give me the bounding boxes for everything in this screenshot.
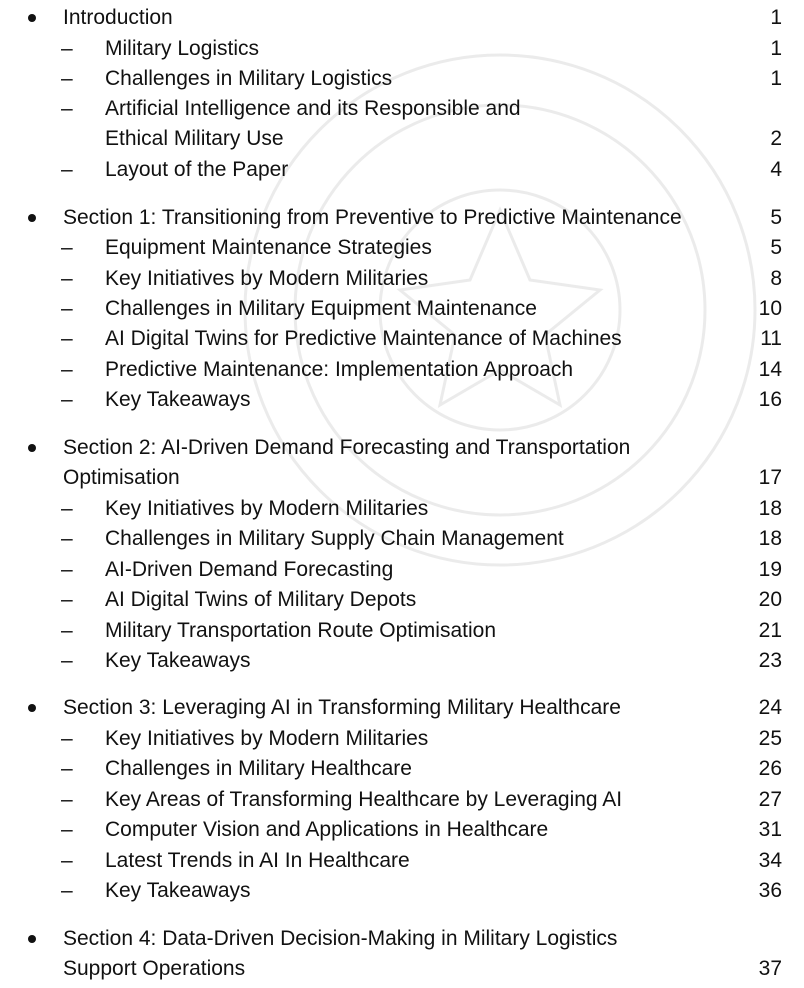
- toc-subsection-entry[interactable]: [0, 264, 804, 294]
- subsection-title: Key Takeaways: [105, 879, 251, 902]
- toc-subsection-entry[interactable]: [0, 524, 804, 554]
- toc-section-entry[interactable]: [0, 924, 804, 954]
- subsection-title: Equipment Maintenance Strategies: [105, 236, 432, 259]
- subsection-title: Challenges in Military Healthcare: [105, 757, 412, 780]
- toc-subsection-entry[interactable]: [0, 385, 804, 415]
- dash-icon: –: [61, 619, 73, 642]
- subsection-title: Challenges in Military Logistics: [105, 67, 393, 90]
- dash-icon: –: [61, 727, 73, 750]
- subsection-title: Military Logistics: [105, 37, 260, 60]
- subsection-title: AI Digital Twins of Military Depots: [105, 588, 417, 611]
- bullet-icon: [28, 214, 36, 222]
- bullet-icon: [28, 935, 36, 943]
- section-title-continued: Support Operations: [63, 957, 246, 980]
- page-number: 21: [758, 619, 782, 642]
- subsection-title: Key Initiatives by Modern Militaries: [105, 267, 429, 290]
- subsection-title: Key Initiatives by Modern Militaries: [105, 727, 429, 750]
- bullet-icon: [28, 704, 36, 712]
- subsection-title: AI-Driven Demand Forecasting: [105, 558, 394, 581]
- page-number: 23: [758, 649, 782, 672]
- toc-subsection-entry[interactable]: [0, 616, 804, 646]
- dash-icon: –: [61, 67, 73, 90]
- subsection-title: Challenges in Military Supply Chain Management: [105, 527, 564, 550]
- section-title: Section 4: Data-Driven Decision-Making in Military Logistics: [63, 927, 618, 950]
- section-title: Section 1: Transitioning from Preventive to Predictive Maintenance: [63, 206, 682, 229]
- dash-icon: –: [61, 649, 73, 672]
- subsection-title: Latest Trends in AI In Healthcare: [105, 849, 410, 872]
- dash-icon: –: [61, 588, 73, 611]
- subsection-title: Military Transportation Route Optimisation: [105, 619, 496, 642]
- toc-subsection-entry[interactable]: [0, 494, 804, 524]
- toc-subsection-entry[interactable]: [0, 233, 804, 263]
- toc-subsection-entry[interactable]: [0, 34, 804, 64]
- bullet-icon: [28, 444, 36, 452]
- page-number: 18: [758, 497, 782, 520]
- toc-subsection-entry[interactable]: [0, 876, 804, 906]
- page-number: 4: [770, 158, 782, 181]
- subsection-title-continued: Ethical Military Use: [105, 127, 284, 150]
- dash-icon: –: [61, 37, 73, 60]
- page-number: 26: [758, 757, 782, 780]
- page-number: 18: [758, 527, 782, 550]
- dash-icon: –: [61, 849, 73, 872]
- page-number: 1: [770, 37, 782, 60]
- toc-subsection-entry[interactable]: [0, 94, 804, 124]
- toc-subsection-entry[interactable]: [0, 355, 804, 385]
- toc-subsection-entry[interactable]: [0, 815, 804, 845]
- page-number: 17: [758, 466, 782, 489]
- toc-subsection-entry[interactable]: [0, 754, 804, 784]
- dash-icon: –: [61, 388, 73, 411]
- toc-subsection-entry[interactable]: [0, 64, 804, 94]
- page-number: 5: [770, 206, 782, 229]
- toc-section-entry[interactable]: [0, 693, 804, 723]
- page-number: 37: [758, 957, 782, 980]
- page-number: 27: [758, 788, 782, 811]
- toc-subsection-entry-continued[interactable]: [0, 124, 804, 154]
- dash-icon: –: [61, 236, 73, 259]
- section-title-continued: Optimisation: [63, 466, 180, 489]
- subsection-title: Key Initiatives by Modern Militaries: [105, 497, 429, 520]
- page-number: 36: [758, 879, 782, 902]
- subsection-title: Key Takeaways: [105, 388, 251, 411]
- toc-subsection-entry[interactable]: [0, 155, 804, 185]
- toc-subsection-entry[interactable]: [0, 294, 804, 324]
- dash-icon: –: [61, 97, 73, 120]
- page-number: 5: [770, 236, 782, 259]
- subsection-title: Key Takeaways: [105, 649, 251, 672]
- dash-icon: –: [61, 358, 73, 381]
- toc-subsection-entry[interactable]: [0, 585, 804, 615]
- toc-subsection-entry[interactable]: [0, 846, 804, 876]
- toc-subsection-entry[interactable]: [0, 324, 804, 354]
- dash-icon: –: [61, 788, 73, 811]
- page-number: 24: [758, 696, 782, 719]
- dash-icon: –: [61, 757, 73, 780]
- page-number: 8: [770, 267, 782, 290]
- section-title: Section 2: AI-Driven Demand Forecasting and Transportation: [63, 436, 631, 459]
- subsection-title: AI Digital Twins for Predictive Maintenance of Machines: [105, 327, 622, 350]
- section-title: Section 3: Leveraging AI in Transforming Military Healthcare: [63, 696, 621, 719]
- page-number: 25: [758, 727, 782, 750]
- toc-subsection-entry[interactable]: [0, 555, 804, 585]
- toc-subsection-entry[interactable]: [0, 724, 804, 754]
- bullet-icon: [28, 14, 36, 22]
- page-number: 10: [758, 297, 782, 320]
- dash-icon: –: [61, 158, 73, 181]
- subsection-title: Layout of the Paper: [105, 158, 289, 181]
- dash-icon: –: [61, 327, 73, 350]
- page-number: 31: [758, 818, 782, 841]
- dash-icon: –: [61, 879, 73, 902]
- dash-icon: –: [61, 818, 73, 841]
- page-number: 1: [770, 67, 782, 90]
- subsection-title: Challenges in Military Equipment Maintenance: [105, 297, 537, 320]
- dash-icon: –: [61, 297, 73, 320]
- subsection-title: Artificial Intelligence and its Responsible and: [105, 97, 521, 120]
- subsection-title: Predictive Maintenance: Implementation Approach: [105, 358, 574, 381]
- section-title: Introduction: [63, 6, 173, 29]
- page-number: 14: [758, 358, 782, 381]
- toc-section-entry-continued[interactable]: [0, 463, 804, 493]
- dash-icon: –: [61, 497, 73, 520]
- page-number: 1: [770, 6, 782, 29]
- toc-section-entry-continued[interactable]: [0, 954, 804, 984]
- toc-section-entry[interactable]: [0, 433, 804, 463]
- toc-section-entry[interactable]: [0, 3, 804, 33]
- subsection-title: Computer Vision and Applications in Healthcare: [105, 818, 549, 841]
- subsection-title: Key Areas of Transforming Healthcare by Leveraging AI: [105, 788, 623, 811]
- page-number: 11: [760, 327, 782, 350]
- toc-subsection-entry[interactable]: [0, 785, 804, 815]
- toc-section-entry[interactable]: [0, 203, 804, 233]
- toc-subsection-entry[interactable]: [0, 646, 804, 676]
- page-number: 19: [758, 558, 782, 581]
- dash-icon: –: [61, 558, 73, 581]
- page-number: 20: [758, 588, 782, 611]
- dash-icon: –: [61, 267, 73, 290]
- page-number: 16: [758, 388, 782, 411]
- page-number: 2: [770, 127, 782, 150]
- page-number: 34: [758, 849, 782, 872]
- dash-icon: –: [61, 527, 73, 550]
